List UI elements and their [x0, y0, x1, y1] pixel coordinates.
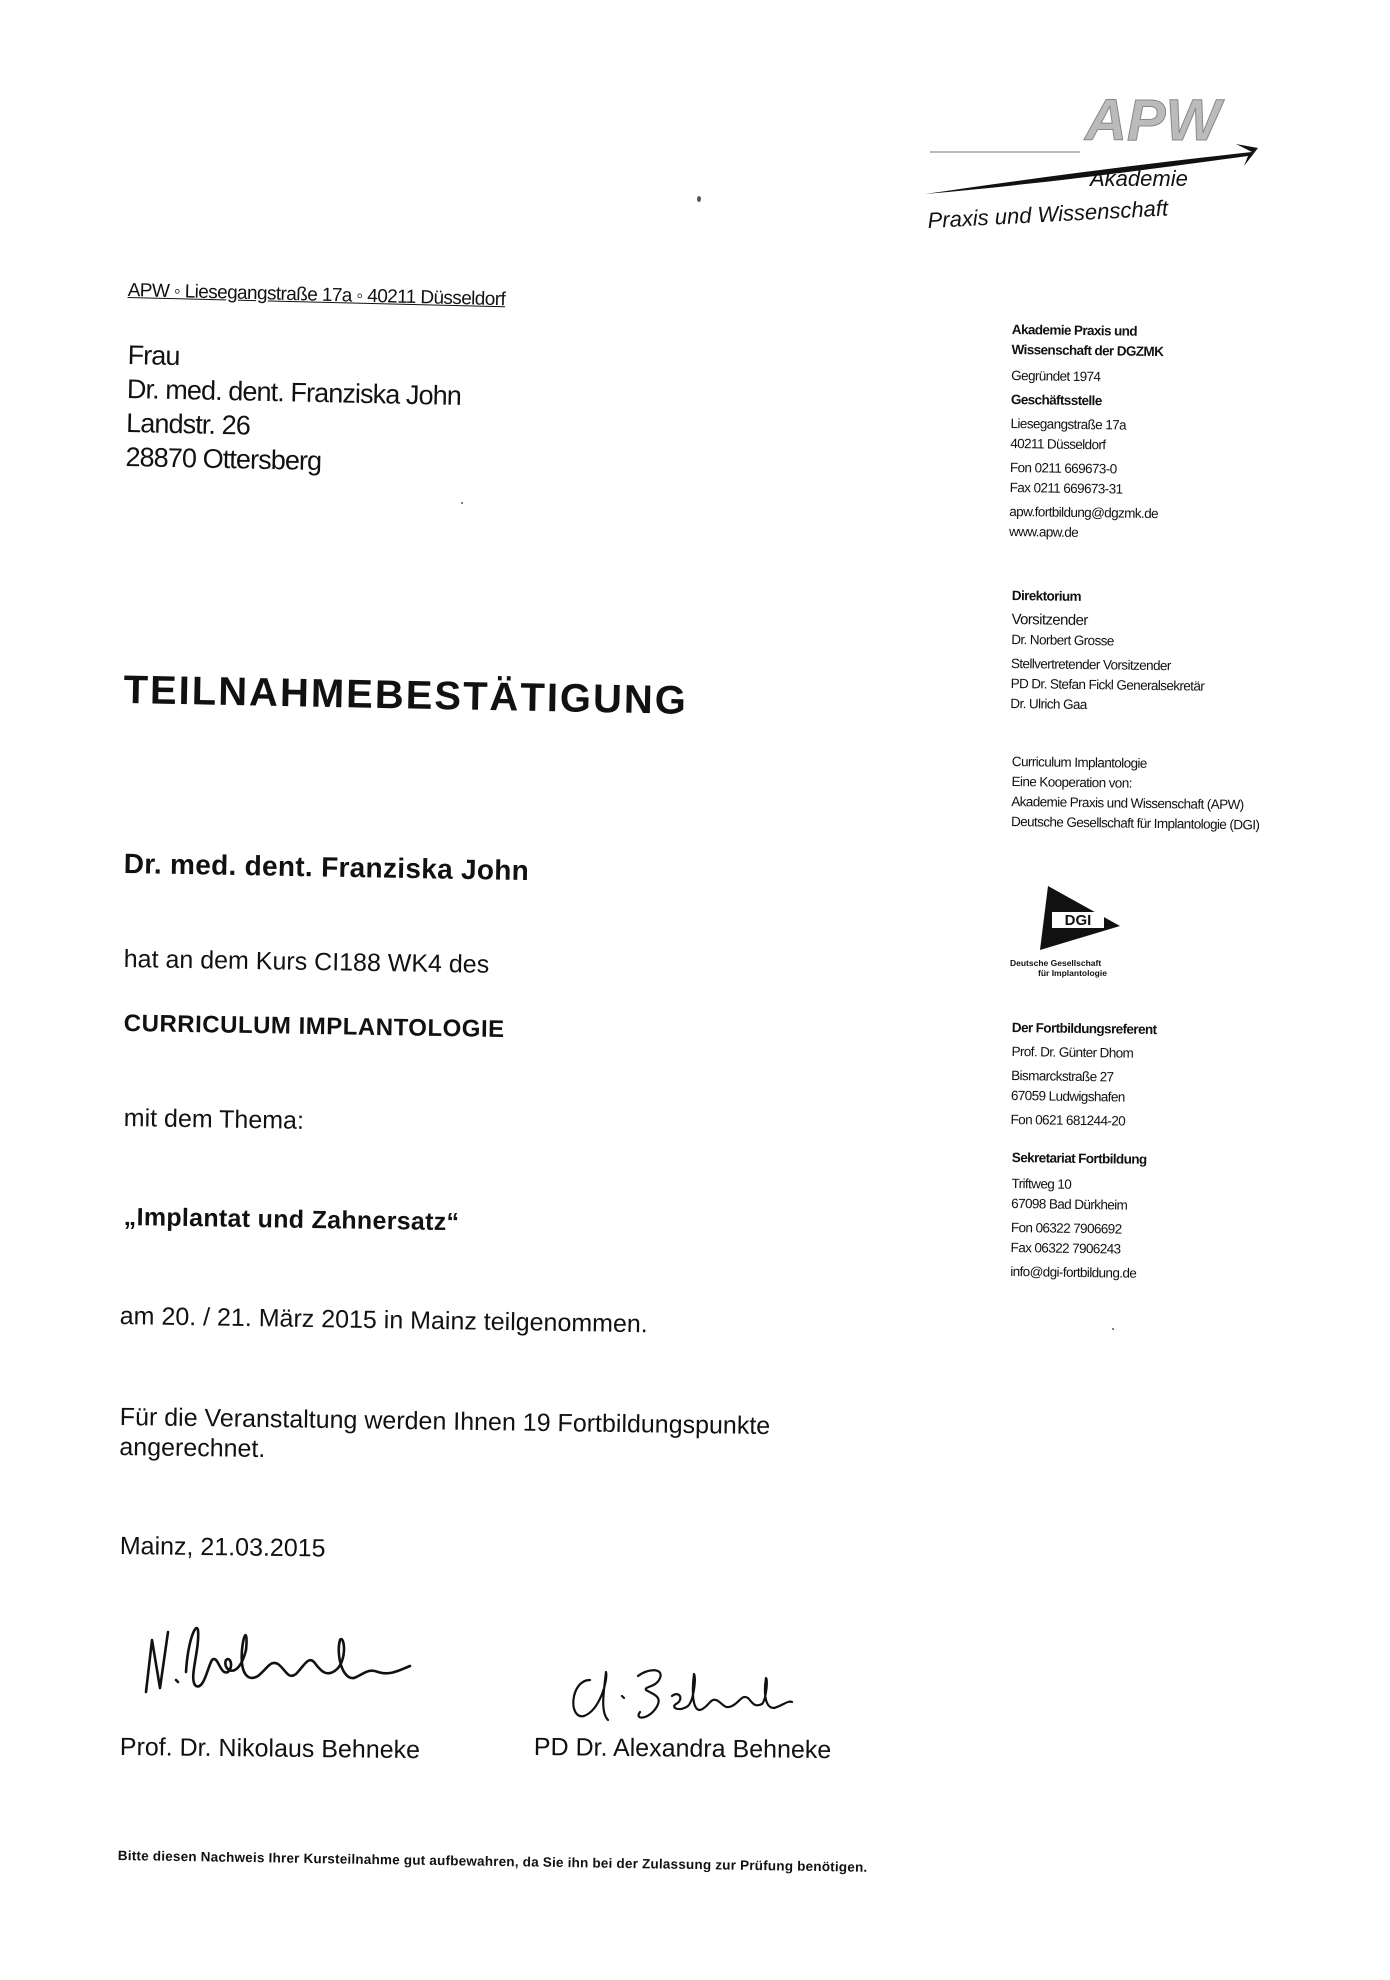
sidebar-web: www.apw.de: [1008, 523, 1079, 540]
participant-name: Dr. med. dent. Franziska John: [123, 848, 530, 887]
course-line: hat an dem Kurs CI188 WK4 des: [123, 945, 490, 979]
dgi-logo-acronym: DGI: [1064, 912, 1092, 929]
signature-2: [560, 1650, 800, 1730]
sidebar-sec-fax: Fax 06322 7906243: [1010, 1239, 1121, 1257]
sidebar-founded: Gegründet 1974: [1011, 367, 1101, 385]
sidebar-org-info: [1009, 320, 1312, 546]
sidebar-vice-name: PD Dr. Stefan Fickl Generalsekretär: [1010, 675, 1205, 694]
apw-logo-line2: Praxis und Wissenschaft: [926, 195, 1169, 233]
footer-note: Bitte diesen Nachweis Ihrer Kursteilnahme gut aufbewahren, da Sie ihn bei der Zulassung zur Prüfung benötigen.: [117, 1848, 868, 1875]
sidebar-chair-label: Vorsitzender: [1011, 610, 1088, 630]
sidebar-curr-line1: Curriculum Implantologie: [1011, 753, 1147, 771]
sidebar-email: apw.fortbildung@dgzmk.de: [1009, 503, 1159, 522]
sidebar-curr-line3: Akademie Praxis und Wissenschaft (APW): [1011, 793, 1244, 813]
sidebar-curr-line4: Deutsche Gesellschaft für Implantologie (DGI): [1010, 813, 1260, 833]
signature-1: [138, 1610, 438, 1705]
dgi-logo-line2: für Implantologie: [1038, 968, 1107, 978]
sidebar-curr-line2: Eine Kooperation von:: [1011, 773, 1132, 791]
sidebar-sec-heading: Sekretariat Fortbildung: [1011, 1149, 1147, 1167]
scan-speck: [461, 502, 463, 504]
sidebar-secretariat: [1010, 1148, 1312, 1286]
certificate-title: TEILNAHMEBESTÄTIGUNG: [123, 668, 689, 723]
sidebar-sec-email: info@dgi-fortbildung.de: [1010, 1263, 1137, 1281]
sidebar-sec-phone: Fon 06322 7906692: [1010, 1219, 1122, 1237]
recipient-street: Landstr. 26: [125, 407, 251, 441]
sidebar-ref-city: 67059 Ludwigshafen: [1010, 1087, 1125, 1105]
recipient-salutation: Frau: [127, 339, 180, 372]
course-date-line: am 20. / 21. März 2015 in Mainz teilgenommen.: [119, 1302, 648, 1339]
sidebar-board: [1010, 586, 1312, 718]
sidebar-office-street: Liesegangstraße 17a: [1010, 415, 1127, 433]
sidebar-ref-phone: Fon 0621 681244-20: [1010, 1111, 1126, 1129]
scan-speck: [1112, 1328, 1114, 1330]
dgi-logo: [1008, 878, 1158, 980]
theme-intro: mit dem Thema:: [123, 1104, 305, 1135]
place-and-date: Mainz, 21.03.2015: [119, 1532, 326, 1563]
sidebar-ref-name: Prof. Dr. Günter Dhom: [1011, 1043, 1134, 1061]
apw-logo-acronym: APW: [1085, 88, 1221, 153]
scan-speck: [697, 196, 701, 202]
sidebar-phone: Fon 0211 669673-0: [1009, 459, 1117, 477]
apw-logo-line1: Akademie: [1090, 166, 1188, 191]
sidebar-org-line1: Akademie Praxis und: [1011, 321, 1138, 339]
sidebar-referent: [1010, 1018, 1312, 1134]
credit-points-line2: angerechnet.: [119, 1432, 266, 1464]
curriculum-name: CURRICULUM IMPLANTOLOGIE: [123, 1010, 505, 1043]
dgi-logo-line1: Deutsche Gesellschaft: [1010, 958, 1102, 968]
sender-address-line: APW ◦ Liesegangstraße 17a ◦ 40211 Düsseldorf: [127, 280, 506, 311]
sidebar-chair-name: Dr. Norbert Grosse: [1011, 631, 1114, 649]
signer-1-name: Prof. Dr. Nikolaus Behneke: [119, 1733, 421, 1765]
sidebar-office-heading: Geschäftsstelle: [1010, 391, 1102, 409]
sidebar-ref-street: Bismarckstraße 27: [1011, 1067, 1114, 1085]
sidebar-curriculum: [1011, 752, 1312, 836]
recipient-address: [125, 338, 462, 481]
signer-2-name: PD Dr. Alexandra Behneke: [533, 1733, 832, 1765]
apw-logo: [900, 82, 1260, 242]
sidebar-ref-heading: Der Fortbildungsreferent: [1011, 1019, 1157, 1038]
credit-points: [119, 1402, 770, 1471]
recipient-name: Dr. med. dent. Franziska John: [126, 373, 462, 411]
sidebar-vice-label: Stellvertretender Vorsitzender: [1010, 655, 1171, 674]
sidebar-board-heading: Direktorium: [1011, 587, 1082, 604]
sidebar-fax: Fax 0211 669673-31: [1009, 479, 1123, 497]
credit-points-line1: Für die Veranstaltung werden Ihnen 19 Fortbildungspunkte: [119, 1402, 771, 1441]
sidebar-sec-city: 67098 Bad Dürkheim: [1011, 1195, 1128, 1213]
course-topic: „Implantat und Zahnersatz“: [123, 1203, 460, 1237]
recipient-city: 28870 Ottersberg: [125, 441, 322, 477]
sidebar-office-city: 40211 Düsseldorf: [1010, 435, 1106, 453]
sidebar-sec-street: Triftweg 10: [1011, 1175, 1072, 1192]
sidebar-org-line2: Wissenschaft der DGZMK: [1011, 341, 1164, 360]
sidebar-member-name: Dr. Ulrich Gaa: [1010, 695, 1087, 713]
